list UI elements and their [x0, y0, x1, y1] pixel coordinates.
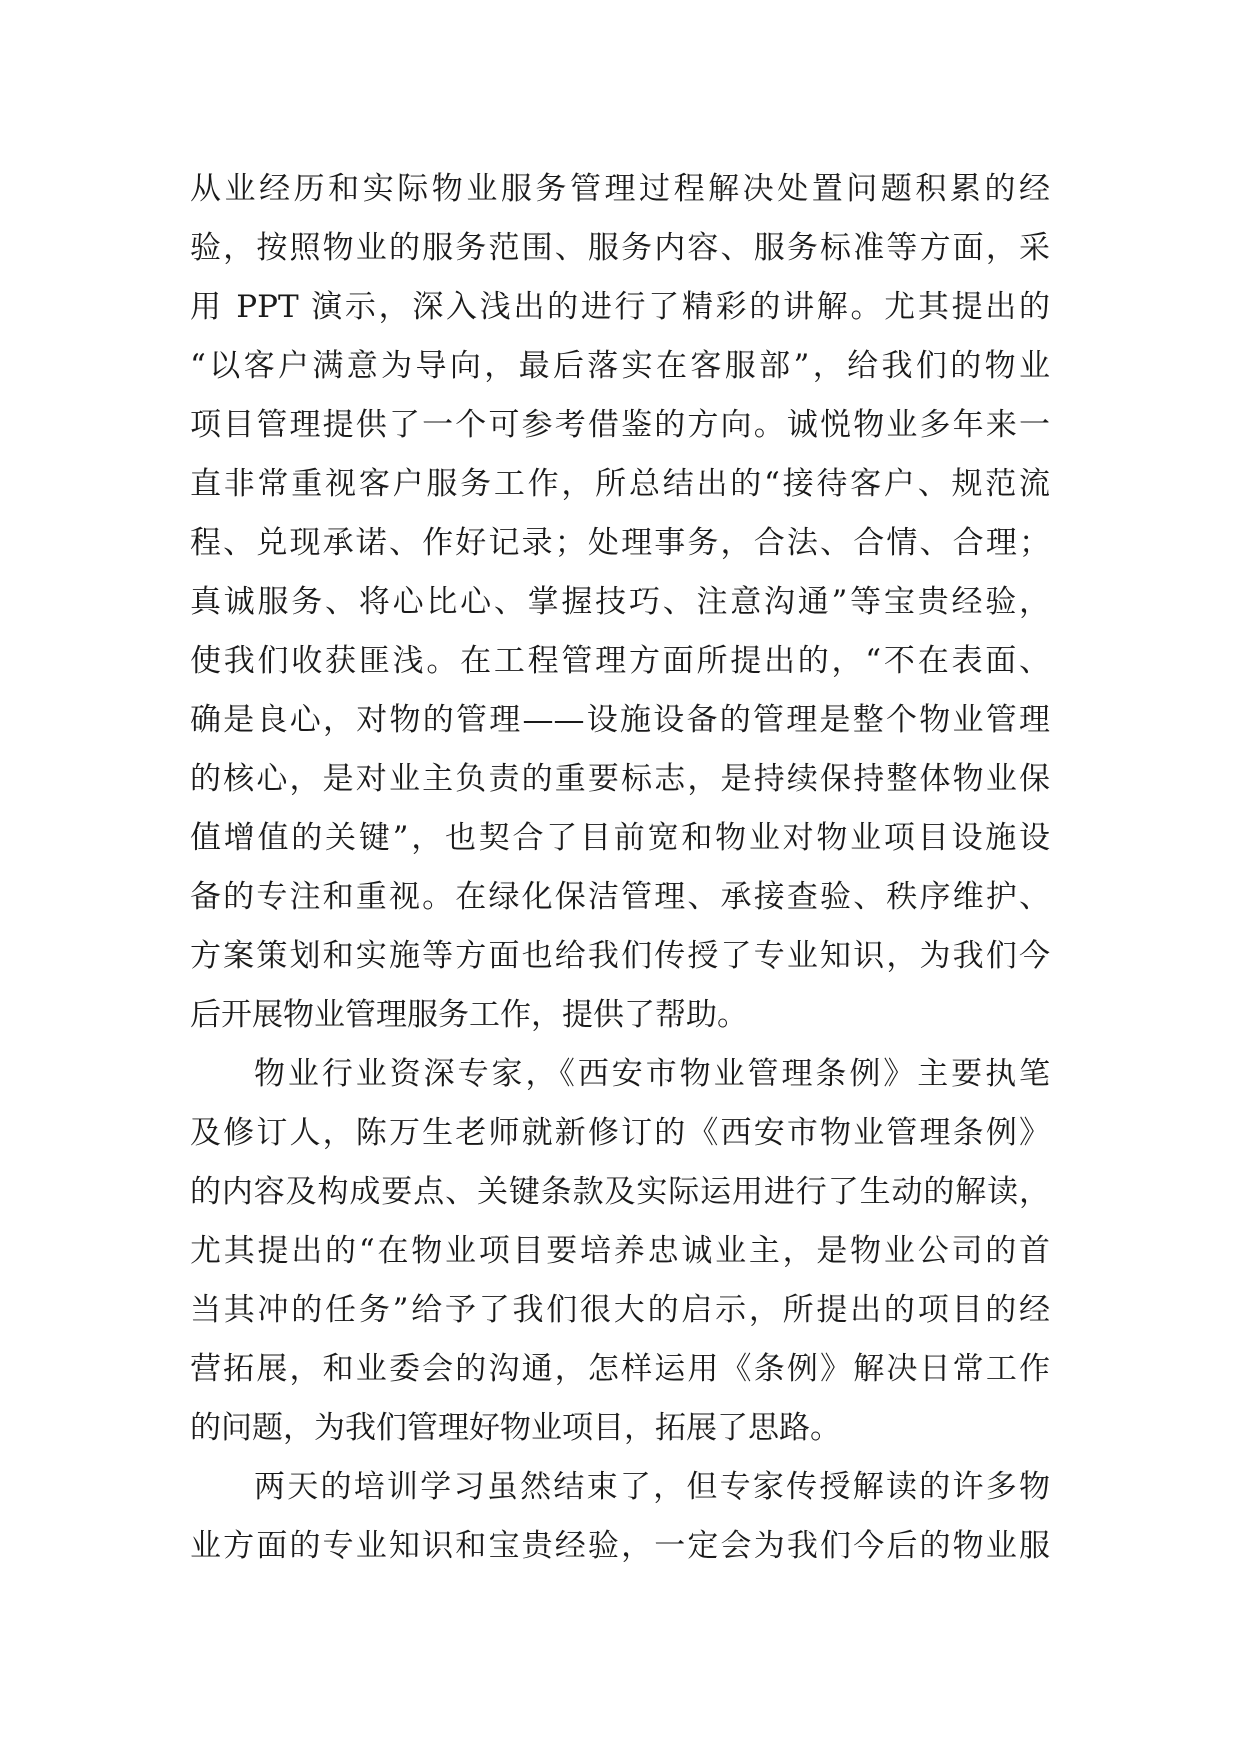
paragraph-1 — [190, 160, 1050, 1045]
paragraph-line: 当其冲的任务”给予了我们很大的启示，所提出的项目的经 — [190, 1292, 1050, 1328]
paragraph-line: 程、兑现承诺、作好记录；处理事务，合法、合情、合理； — [190, 525, 1050, 561]
paragraph-line: 营拓展，和业委会的沟通，怎样运用《条例》解决日常工作 — [190, 1351, 1050, 1387]
paragraph-line: “以客户满意为导向，最后落实在客服部”，给我们的物业 — [190, 348, 1050, 384]
paragraph-line: 从业经历和实际物业服务管理过程解决处置问题积累的经 — [190, 171, 1050, 207]
paragraph-line: 业方面的专业知识和宝贵经验，一定会为我们今后的物业服 — [190, 1528, 1050, 1564]
paragraph-line: 真诚服务、将心比心、掌握技巧、注意沟通”等宝贵经验， — [190, 584, 1050, 620]
paragraph-line: 两天的培训学习虽然结束了，但专家传授解读的许多物 — [254, 1469, 1050, 1505]
paragraph-line: 验，按照物业的服务范围、服务内容、服务标准等方面，采 — [190, 230, 1050, 266]
paragraph-line: 直非常重视客户服务工作，所总结出的“接待客户、规范流 — [190, 466, 1050, 502]
paragraph-2 — [190, 1045, 1050, 1458]
paragraph-line: 及修订人，陈万生老师就新修订的《西安市物业管理条例》 — [190, 1115, 1050, 1151]
paragraph-line: 值增值的关键”，也契合了目前宽和物业对物业项目设施设 — [190, 820, 1050, 856]
paragraph-line: 使我们收获匪浅。在工程管理方面所提出的，“不在表面、 — [190, 643, 1050, 679]
paragraph-line: 后开展物业管理服务工作，提供了帮助。 — [190, 997, 748, 1033]
paragraph-line: 的核心，是对业主负责的重要标志，是持续保持整体物业保 — [190, 761, 1050, 797]
paragraph-line: 用 PPT 演示，深入浅出的进行了精彩的讲解。尤其提出的 — [190, 289, 1050, 325]
paragraph-line: 项目管理提供了一个可参考借鉴的方向。诚悦物业多年来一 — [190, 407, 1050, 443]
document-body — [190, 160, 1050, 1576]
paragraph-3 — [190, 1458, 1050, 1576]
paragraph-line: 的内容及构成要点、关键条款及实际运用进行了生动的解读， — [190, 1174, 1050, 1210]
paragraph-line: 方案策划和实施等方面也给我们传授了专业知识，为我们今 — [190, 938, 1050, 974]
paragraph-line: 备的专注和重视。在绿化保洁管理、承接查验、秩序维护、 — [190, 879, 1050, 915]
paragraph-line: 确是良心，对物的管理——设施设备的管理是整个物业管理 — [190, 702, 1050, 738]
paragraph-line: 物业行业资深专家，《西安市物业管理条例》主要执笔 — [254, 1056, 1050, 1092]
paragraph-line: 的问题，为我们管理好物业项目，拓展了思路。 — [190, 1410, 841, 1446]
paragraph-line: 尤其提出的“在物业项目要培养忠诚业主，是物业公司的首 — [190, 1233, 1050, 1269]
